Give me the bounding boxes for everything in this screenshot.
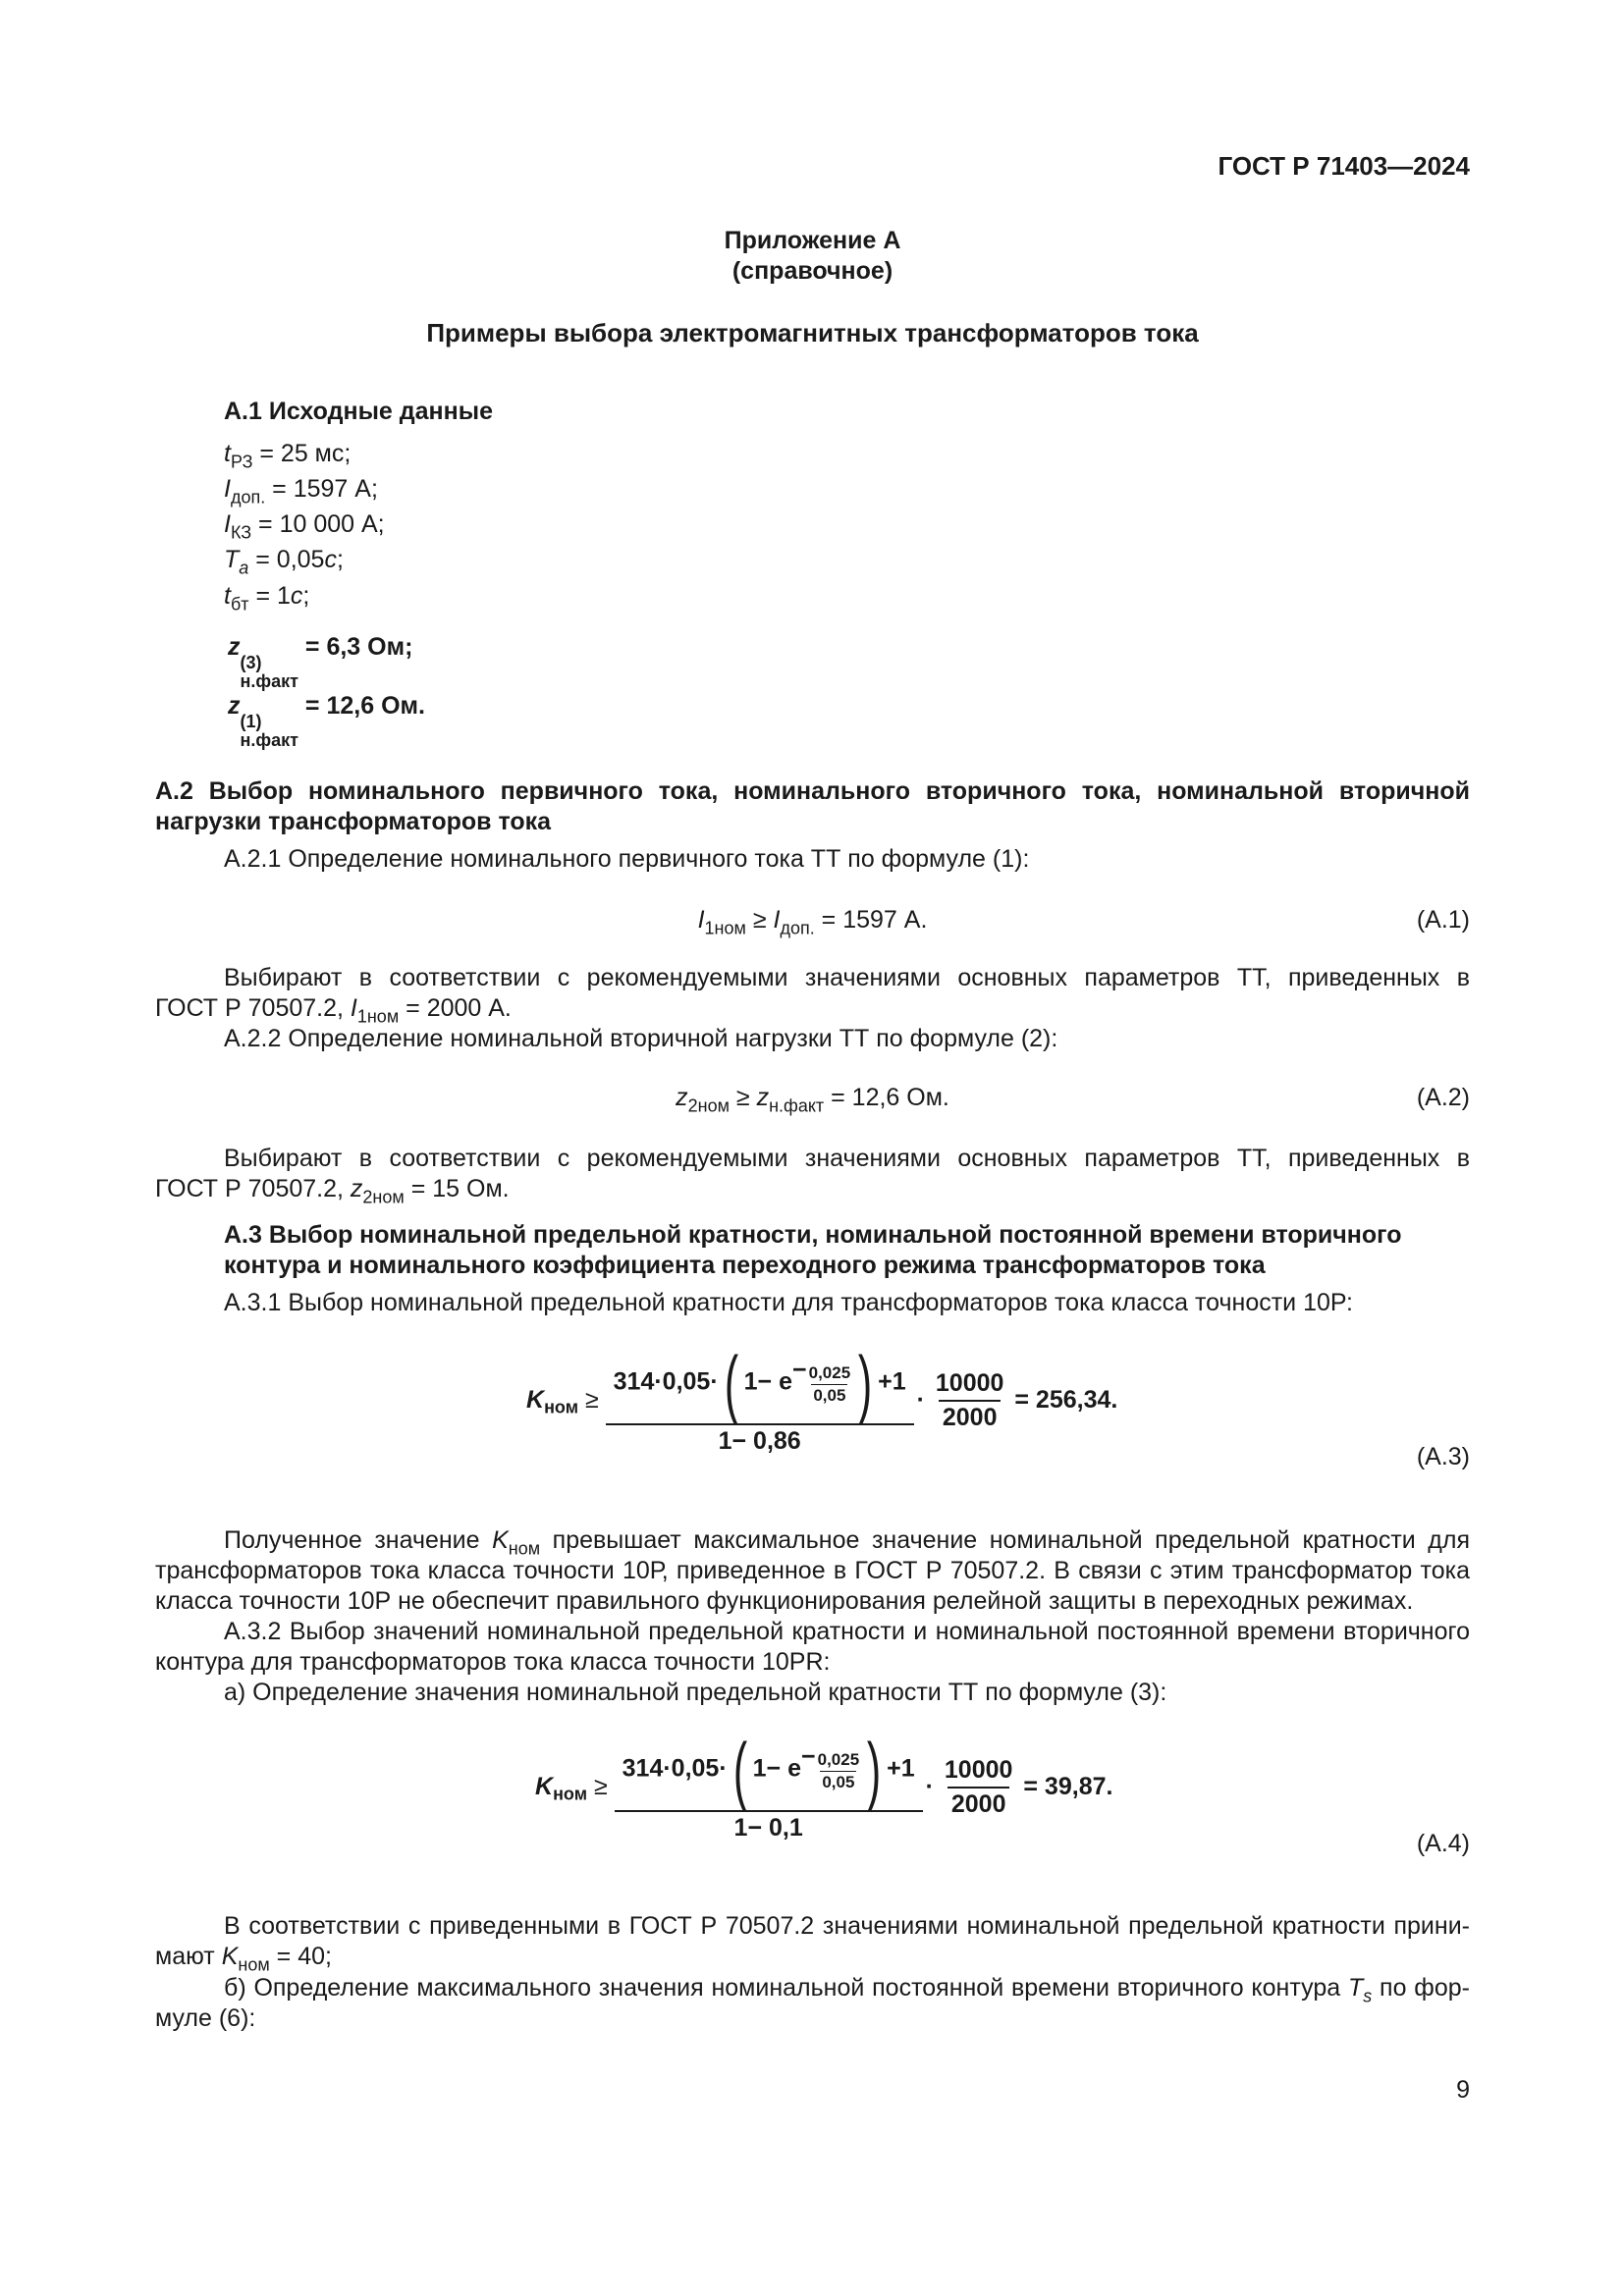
- appendix-title: Приложение А: [724, 227, 901, 254]
- param-z3: z (3) н.факт = 6,3 Ом;: [228, 633, 413, 691]
- page-number: 9: [1456, 2076, 1470, 2104]
- a2-paragraph-2-line1: Выбирают в соответствии с рекомендуемыми значениями основных параметров ТТ, приведенных в: [224, 964, 1470, 991]
- section-a3-heading-line1: А.3 Выбор номинальной предельной кратности, номинальной постоянной времени вторичного: [224, 1221, 1402, 1249]
- a3-paragraph-6-line1: б) Определение максимального значения номинальной постоянной времени вторичного контура $T_s$ по фор-: [224, 1974, 1470, 2006]
- a3-paragraph-5-line2: мают $K_{ном} = 40$;: [155, 1943, 332, 1975]
- a3-paragraph-4: а) Определение значения номинальной предельной кратности ТТ по формуле (3):: [224, 1679, 1167, 1706]
- param-z1: z (1) н.факт = 12,6 Ом.: [228, 692, 425, 750]
- a2-paragraph-4-line2: ГОСТ Р 70507.2, $z_{2ном} = 15$ Ом.: [155, 1175, 510, 1207]
- equation-a4-number: (А.4): [1416, 1830, 1470, 1857]
- a3-paragraph-5-line1: В соответствии с приведенными в ГОСТ Р 70507.2 значениями номинальной предельной кратности прини-: [224, 1912, 1470, 1940]
- document-id: ГОСТ Р 71403—2024: [1218, 151, 1470, 181]
- appendix-heading: Примеры выбора электромагнитных трансформаторов тока: [426, 318, 1199, 347]
- a3-paragraph-3-line2: контура для трансформаторов тока класса точности 10PR:: [155, 1648, 831, 1676]
- appendix-subtitle: (справочное): [731, 257, 893, 285]
- a2-paragraph-3: А.2.2 Определение номинальной вторичной нагрузки ТТ по формуле (2):: [224, 1025, 1058, 1052]
- section-a1-heading: А.1 Исходные данные: [224, 398, 494, 425]
- a3-paragraph-2-line2: трансформаторов тока класса точности 10Р, приведенное в ГОСТ Р 70507.2. В связи с этим трансформатор тока: [155, 1557, 1470, 1584]
- a3-paragraph-3-line1: А.3.2 Выбор значений номинальной предельной кратности и номинальной постоянной времени вторичного: [224, 1618, 1470, 1645]
- param-i-dop: $I_{доп.} = 1597$ А;: [224, 475, 378, 507]
- a2-paragraph-2-line2: ГОСТ Р 70507.2, $I_{1ном} = 2000$ А.: [155, 994, 512, 1027]
- section-a2-heading-line2: нагрузки трансформаторов тока: [155, 808, 552, 835]
- section-a2-heading-line1: А.2 Выбор номинального первичного тока, номинального вторичного тока, номинальной вторичной: [155, 777, 1470, 805]
- a3-paragraph-6-line2: муле (6):: [155, 2004, 256, 2032]
- a3-paragraph-2-line3: класса точности 10Р не обеспечит правильного функционирования релейной защиты в переходных режимах.: [155, 1587, 1414, 1615]
- param-ta: $T_a = 0,05с$;: [224, 546, 344, 578]
- equation-a3: $K_{ном}$ ≥ 314·0,05·( 1− e− $\frac{0,025}{0,05}$ ) +1 1− 0,86 · $\frac{10000}{2000}$ = 256,34.: [526, 1340, 1118, 1455]
- a3-paragraph-2-line1: Полученное значение $K_{ном}$ превышает максимальное значение номинальной предельной кратности для: [224, 1526, 1470, 1559]
- a2-paragraph-4-line1: Выбирают в соответствии с рекомендуемыми значениями основных параметров ТТ, приведенных в: [224, 1145, 1470, 1172]
- equation-a4: $K_{ном}$ ≥ 314·0,05·( 1− e− $\frac{0,025}{0,05}$ ) +1 1− 0,1 · $\frac{10000}{2000}$ = 39,87.: [535, 1727, 1113, 1842]
- equation-a1-number: (А.1): [1416, 906, 1470, 934]
- param-i-kz: $I_{КЗ} = 10$ 000 А;: [224, 510, 385, 543]
- equation-a3-number: (А.3): [1416, 1443, 1470, 1470]
- a2-paragraph-1: А.2.1 Определение номинального первичного тока ТТ по формуле (1):: [224, 845, 1030, 873]
- section-a3-heading-line2: контура и номинального коэффициента переходного режима трансформаторов тока: [224, 1252, 1266, 1279]
- param-tbt: $t_{бт} = 1с$;: [224, 582, 310, 614]
- param-t-rz: $t_{РЗ} = 25$ мс;: [224, 440, 352, 472]
- equation-a1: $I_{1ном} \ge I_{доп.} = 1597$ А.: [697, 906, 928, 938]
- equation-a2-number: (А.2): [1416, 1084, 1470, 1111]
- equation-a2: $z_{2ном} \ge z_{н.факт} = 12,6$ Ом.: [676, 1084, 949, 1116]
- a3-paragraph-1: А.3.1 Выбор номинальной предельной кратности для трансформаторов тока класса точности 10Р:: [224, 1289, 1353, 1316]
